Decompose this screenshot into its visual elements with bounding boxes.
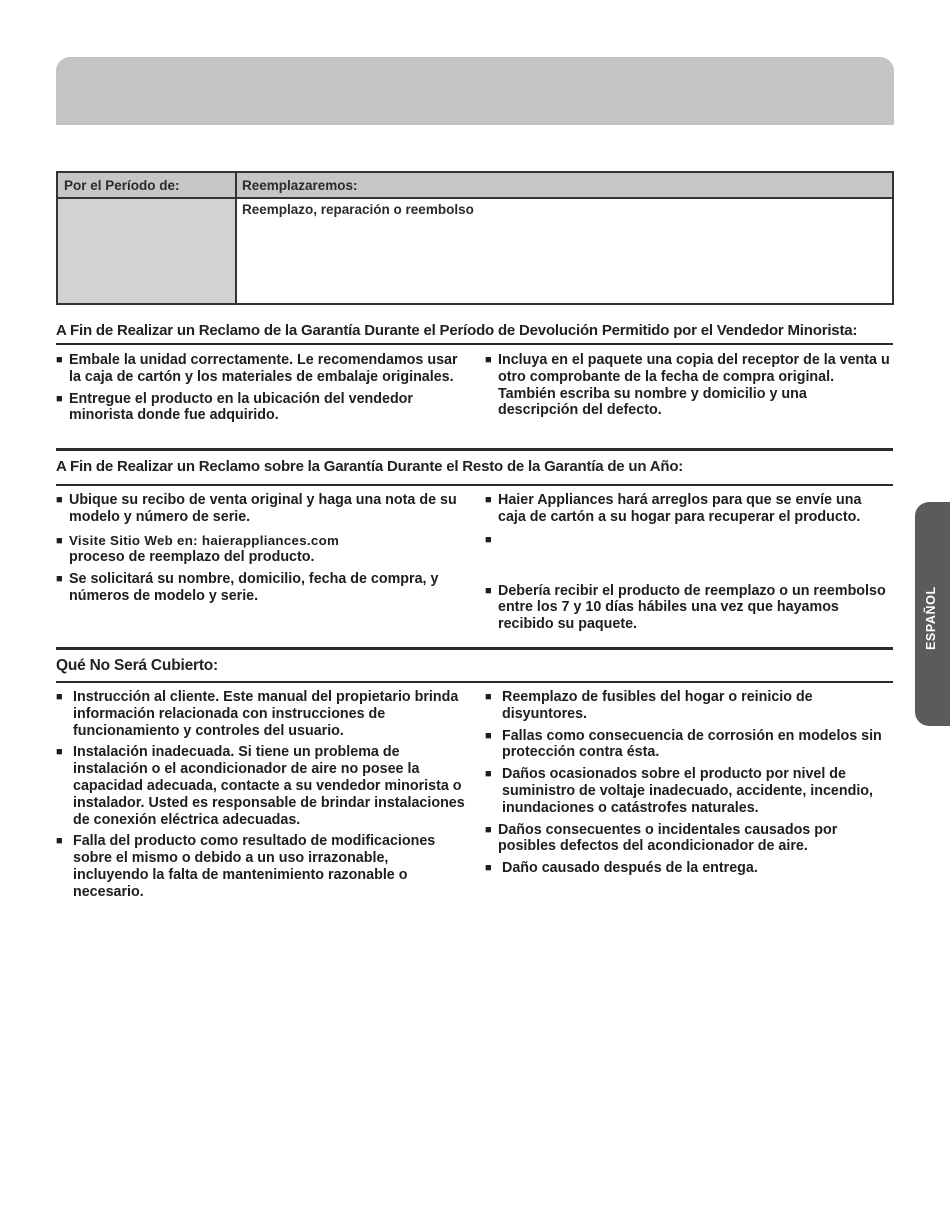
list-item: ■ Daños ocasionados sobre el producto por nivel de suministro de voltaje inadecuado, accidente, incendio, inundaciones o catástrofes naturales.	[485, 766, 874, 816]
list-item: ■ Daños consecuentes o incidentales causados por posibles defectos del acondicionador de aire.	[485, 821, 838, 855]
list-item: ■ Daño causado después de la entrega.	[485, 860, 758, 877]
list-item: ■ Fallas como consecuencia de corrosión en modelos sin protección contra ésta.	[485, 727, 882, 761]
list-item: ■ Se solicitará su nombre, domicilio, fecha de compra, y números de modelo y serie.	[56, 571, 439, 604]
list-item: ■ Incluya en el paquete una copia del receptor de la venta u otro comprobante de la fecha de compra original. También escriba su nombre y domicilio y una descripción del defecto.	[485, 352, 890, 419]
list-item: ■ Visite Sitio Web en: haierappliances.com proceso de reemplazo del producto.	[56, 532, 340, 566]
list-item: ■ Ubique su recibo de venta original y haga una nota de su modelo y número de serie.	[56, 492, 457, 525]
section3-left	[56, 689, 466, 901]
section3-right	[485, 689, 890, 877]
period-cell	[58, 199, 235, 303]
list-item: ■ Haier Appliances hará arreglos para que se envíe una caja de cartón a su hogar para recuperar el producto.	[485, 492, 862, 525]
section2-right	[485, 492, 890, 633]
list-item: ■ Falla del producto como resultado de modificaciones sobre el mismo o debido a un uso irrazonable, incluyendo la falta de mantenimiento razonable o necesario.	[56, 833, 436, 900]
section3-rule	[56, 681, 893, 683]
section1-right	[485, 352, 890, 419]
warranty-table	[56, 171, 894, 305]
list-item: ■ Instalación inadecuada. Si tiene un problema de instalación o el acondicionador de aire no posee la capacidad adecuada, contacte a su vendedor minorista o instalador. Usted es responsable de brindar instalaciones de conexión eléctrica adecuadas.	[56, 744, 465, 828]
section2-title: A Fin de Realizar un Reclamo sobre la Garantía Durante el Resto de la Garantía de un Año:	[56, 458, 684, 475]
section3-top-rule	[56, 647, 893, 650]
period-header: Por el Período de:	[64, 178, 180, 193]
language-tab-label: ESPAÑOL	[924, 586, 938, 650]
table-header-row	[58, 173, 892, 199]
list-item: ■ Embale la unidad correctamente. Le recomendamos usar la caja de cartón y los materiales de embalaje originales.	[56, 352, 458, 385]
table-divider	[235, 173, 237, 303]
section2-rule	[56, 484, 893, 486]
header-band	[56, 57, 894, 125]
section1-title: A Fin de Realizar un Reclamo de la Garantía Durante el Período de Devolución Permitido por el Vendedor Minorista:	[56, 322, 858, 339]
list-item: ■ Debería recibir el producto de reemplazo o un reembolso entre los 7 y 10 días hábiles una vez que hayamos recibido su paquete.	[485, 582, 886, 633]
list-item: ■ Reemplazo de fusibles del hogar o reinicio de disyuntores.	[485, 689, 813, 722]
list-item: ■	[485, 533, 492, 546]
section2-left	[56, 492, 466, 605]
section3-title: Qué No Será Cubierto:	[56, 657, 219, 674]
list-item: ■ Instrucción al cliente. Este manual del propietario brinda información relacionada con instrucciones de funcionamiento y controles del usuario.	[56, 689, 459, 739]
section1-left	[56, 352, 466, 424]
list-item: ■ Entregue el producto en la ubicación del vendedor minorista donde fue adquirido.	[56, 390, 413, 424]
replace-header: Reemplazaremos:	[242, 178, 358, 193]
section1-rule	[56, 343, 893, 345]
section2-top-rule	[56, 448, 893, 451]
language-tab	[915, 502, 950, 726]
replace-cell: Reemplazo, reparación o reembolso	[242, 202, 474, 217]
